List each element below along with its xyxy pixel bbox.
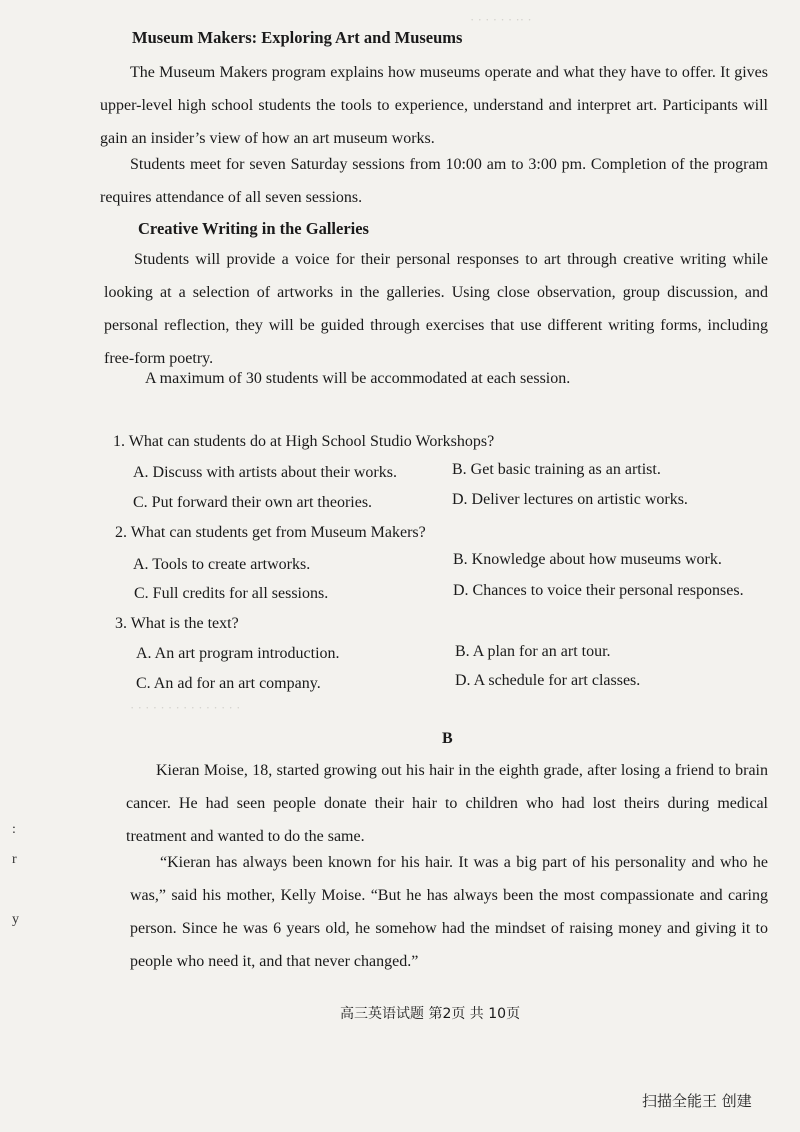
question-2-option-b: B. Knowledge about how museums work.: [453, 551, 722, 568]
page-footer: 高三英语试题 第2页 共 10页: [340, 1006, 521, 1022]
question-1-option-d: D. Deliver lectures on artistic works.: [452, 491, 688, 508]
margin-char-r: r: [12, 852, 17, 867]
passage-b-paragraph-2: “Kieran has always been known for his hair. It was a big part of his personality and who he was,” said his mother, Kelly Moise. “But he has always been the most compassionate and caring person. Since he was 6 years old, he somehow had the mindset of raising money and giving it to people who need it, and that never changed.”: [130, 854, 768, 970]
question-3-option-d: D. A schedule for art classes.: [455, 672, 641, 689]
question-3-option-c: C. An ad for an art company.: [136, 675, 321, 692]
creative-writing-paragraph: Students will provide a voice for their personal responses to art through creative writing while looking at a selection of artworks in the galleries. Using close observation, group discussion, and personal reflection, they will be guided through exercises that use different writing forms, including free-form poetry.: [104, 251, 768, 367]
museum-makers-paragraph-1: The Museum Makers program explains how museums operate and what they have to offer. It gives upper-level high school students the tools to experience, understand and interpret art. Participants will gain an insider’s view of how an art museum works.: [100, 64, 768, 147]
question-3-option-b: B. A plan for an art tour.: [455, 643, 611, 660]
bleed-through-text: · · · · · · ·· ·: [470, 12, 532, 27]
question-3-option-a: A. An art program introduction.: [136, 645, 340, 662]
question-2-stem: 2. What can students get from Museum Makers?: [115, 524, 426, 541]
question-2-option-a: A. Tools to create artworks.: [133, 556, 311, 573]
question-1-option-a: A. Discuss with artists about their works.: [133, 464, 397, 481]
question-2-option-d: D. Chances to voice their personal responses.: [453, 582, 744, 599]
margin-char-colon: :: [12, 822, 16, 837]
question-1-option-b: B. Get basic training as an artist.: [452, 461, 661, 478]
museum-makers-paragraph-2: Students meet for seven Saturday sessions from 10:00 am to 3:00 pm. Completion of the program requires attendance of all seven sessions.: [100, 156, 768, 206]
question-2-option-c: C. Full credits for all sessions.: [134, 585, 329, 602]
passage-b-heading: B: [442, 730, 453, 747]
section-title-creative-writing: Creative Writing in the Galleries: [138, 219, 369, 238]
passage-b-paragraph-1: Kieran Moise, 18, started growing out his hair in the eighth grade, after losing a friend to brain cancer. He had seen people donate their hair to children who had lost theirs during medical treatment and wanted to do the same.: [126, 762, 768, 845]
capacity-note: A maximum of 30 students will be accommodated at each session.: [145, 370, 571, 387]
margin-char-y: y: [12, 912, 19, 927]
question-3-stem: 3. What is the text?: [115, 615, 239, 632]
section-title-museum-makers: Museum Makers: Exploring Art and Museums: [132, 28, 463, 47]
scanner-watermark: 扫描全能王 创建: [642, 1092, 752, 1110]
question-1-option-c: C. Put forward their own art theories.: [133, 494, 373, 511]
question-1-stem: 1. What can students do at High School Studio Workshops?: [113, 433, 495, 450]
bleed-through-text: · · · · · · · · · · · · · · ·: [130, 700, 241, 715]
